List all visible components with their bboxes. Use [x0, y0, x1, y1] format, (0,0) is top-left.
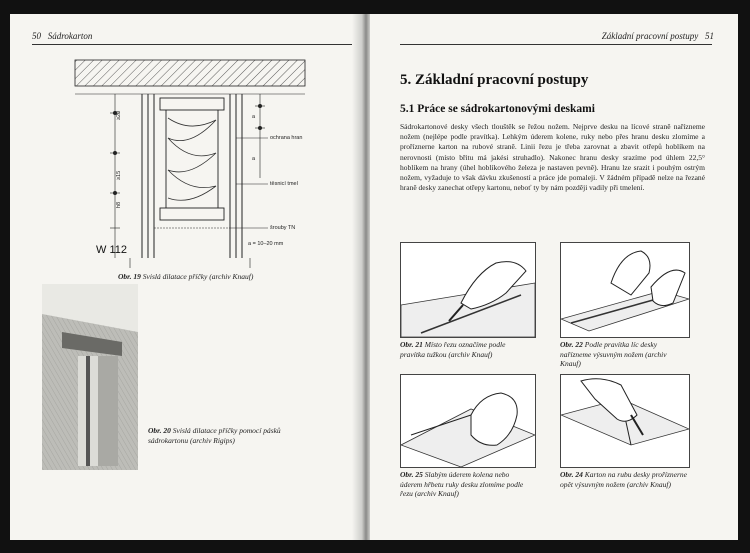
body-text: Sádrokartonové desky všech tlouštěk se řežou nožem. Nejprve desku na lícové straně nařízneme nožem (nejlépe podle pravítka). Lehkým úderem kolene, ruky nebo přes hranu desku zlomíme a proříznerne karton na rubové straně. Linii řezu je třeba zarovnat a zbavit otřepů hoblíkem na nerovnosti (místo břitu má jakési struhadlo). Nakonec hranu desky srazíme pod úhlem 22,5° hoblíkem na hrany (úhel hoblíkového železa je nastaven pevně). Hranu lze srazit i pouhým ostrým nožem, vyžaduje to však dávku zkušeností a práce jde pomaleji. V žádném případě nelze na řezané hraně desky zanechat otřepy kartonu, neboť ty by nám později vadily při tmelení.	[400, 122, 705, 193]
dim-label-20: ≥20	[116, 110, 122, 120]
caption-fig24-num: Obr. 24	[560, 470, 583, 479]
caption-fig21	[400, 340, 532, 359]
system-code: W 112	[96, 244, 127, 256]
left-page	[10, 14, 364, 540]
annotation-srouby: šrouby TN	[270, 225, 296, 231]
dim-label-a2: a	[252, 156, 256, 162]
chapter-heading: 5. Základní pracovní postupy	[400, 72, 589, 88]
figure-24-illustration	[560, 374, 690, 468]
page-number-right: 51	[705, 31, 714, 41]
caption-fig21-text: Místo řezu označíme podle pravítka tužkou (archiv Knauf)	[400, 340, 506, 359]
caption-fig22	[560, 340, 688, 369]
header-rule-right	[400, 44, 712, 45]
section-heading: 5.1 Práce se sádrokartonovými deskami	[400, 103, 595, 115]
running-title-right: Základní pracovní postupy	[601, 31, 699, 41]
right-page	[370, 14, 738, 540]
page-number-left: 50	[32, 31, 41, 41]
running-title-left: Sádrokarton	[47, 31, 93, 41]
dim-label-a1: a	[252, 114, 256, 120]
figure-25-illustration	[400, 374, 536, 468]
annotation-ochrana: ochrana hran	[270, 135, 303, 141]
caption-fig25-text: Slabým úderem kolena nebo úderem hřbetu ruky desku zlomíme podle řezu (archiv Knauf)	[400, 470, 524, 498]
caption-fig20	[148, 426, 308, 445]
caption-fig19-text: Svislá dilatace příčky (archiv Knauf)	[142, 272, 254, 281]
caption-fig21-num: Obr. 21	[400, 340, 423, 349]
header-rule-left	[32, 44, 352, 45]
caption-fig25-num: Obr. 25	[400, 470, 423, 479]
caption-fig19-num: Obr. 19	[118, 272, 141, 281]
figure-20-photo	[42, 284, 138, 470]
caption-fig25	[400, 470, 532, 499]
dim-label-h8: h8	[116, 201, 122, 208]
dim-label-15: ≥15	[116, 170, 122, 180]
caption-fig24	[560, 470, 688, 489]
annotation-spacing: a = 10–20 mm	[248, 241, 284, 247]
annotation-tesnici: těsnicí tmel	[270, 181, 298, 187]
figure-19-drawing	[70, 58, 310, 270]
caption-fig19	[118, 272, 318, 282]
figure-21-illustration	[400, 242, 536, 338]
caption-fig22-text: Podle pravítka líc desky nařízneme výsuvným nožem (archiv Knauf)	[560, 340, 667, 368]
figure-22-illustration	[560, 242, 690, 338]
caption-fig22-num: Obr. 22	[560, 340, 583, 349]
caption-fig20-text: Svislá dilatace příčky pomocí pásků sádrokartonu (archiv Rigips)	[148, 426, 281, 445]
caption-fig20-num: Obr. 20	[148, 426, 171, 435]
caption-fig24-text: Karton na rubu desky proříznerne opět výsuvným nožem (archiv Knauf)	[560, 470, 688, 489]
